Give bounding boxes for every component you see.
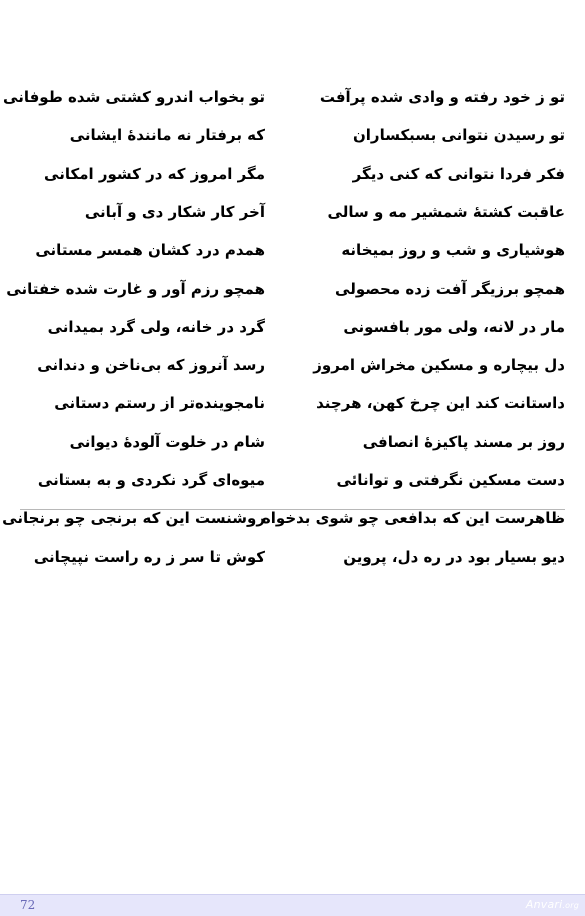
poem-body [2, 79, 565, 566]
hemistich-second: همچو رزم آور و غارت شده خفتانی [6, 279, 265, 298]
hemistich-second: که برفتار نه مانندهٔ ایشانی [69, 126, 265, 145]
couplet [20, 424, 565, 460]
page-divider [20, 509, 565, 510]
hemistich-second: میوه‌ای گرد نکردی و به بستانی [37, 471, 265, 489]
couplet [20, 117, 565, 153]
hemistich-second: گرد در خانه، ولی گرد بمیدانی [47, 317, 265, 336]
hemistich-second: همدم درد کشان همسر مستانی [35, 241, 265, 260]
hemistich-second: شام در خلوت آلودهٔ دیوانی [69, 432, 265, 451]
hemistich-first: ظاهرست این که بدافعی چو شوی بدخواه [261, 509, 565, 528]
hemistich-second: آخر کار شکار دی و آبانی [84, 202, 265, 221]
hemistich-first: روز بر مسند پاکیزهٔ انصافی [362, 432, 565, 451]
hemistich-first: داستانت کند این چرخ کهن، هرچند [316, 394, 565, 413]
hemistich-second: کوش تا سر ز ره راست نپیچانی [33, 547, 265, 566]
page-footer [0, 894, 585, 916]
hemistich-first: دست مسکین نگرفتی و توانائی [336, 471, 565, 489]
couplet [2, 500, 565, 536]
couplet [20, 539, 565, 575]
hemistich-first: دیو بسیار بود در ره دل، پروین [343, 547, 565, 566]
watermark-name: Anvari [525, 898, 563, 911]
watermark-tld: .org [562, 901, 579, 910]
hemistich-second: مگر امروز که در کشور امکانی [44, 164, 265, 183]
couplet [20, 156, 565, 192]
couplet [20, 385, 565, 421]
hemistich-second: تو بخواب اندرو کشتی شده طوفانی [3, 88, 265, 106]
hemistich-first: مار در لانه، ولی مور بافسونی [343, 317, 565, 336]
hemistich-first: عاقبت کشتهٔ شمشیر مه و سالی [327, 202, 565, 221]
couplet [20, 462, 565, 498]
hemistich-first: تو رسیدن نتوانی بسبکساران [352, 126, 565, 145]
hemistich-first: همچو برزیگر آفت زده محصولی [335, 279, 565, 298]
page-number: 72 [20, 898, 36, 912]
couplet [3, 79, 565, 115]
couplet [6, 271, 565, 307]
hemistich-first: فکر فردا نتوانی که کنی دیگر [352, 164, 565, 183]
hemistich-second: روشنست این که برنجی چو برنجانی [2, 509, 265, 528]
hemistich-first: تو ز خود رفته و وادی شده پرآفت [319, 88, 565, 106]
hemistich-first: هوشیاری و شب و روز بمیخانه [341, 241, 565, 260]
hemistich-second: رسد آنروز که بی‌ناخن و دندانی [37, 356, 265, 375]
watermark-logo [526, 897, 579, 914]
couplet [20, 194, 565, 230]
couplet [20, 309, 565, 345]
hemistich-second: نامجوینده‌تر از رستم دستانی [54, 394, 265, 413]
couplet [20, 232, 565, 268]
couplet [20, 347, 565, 383]
hemistich-first: دل بیچاره و مسکین مخراش امروز [313, 356, 565, 375]
